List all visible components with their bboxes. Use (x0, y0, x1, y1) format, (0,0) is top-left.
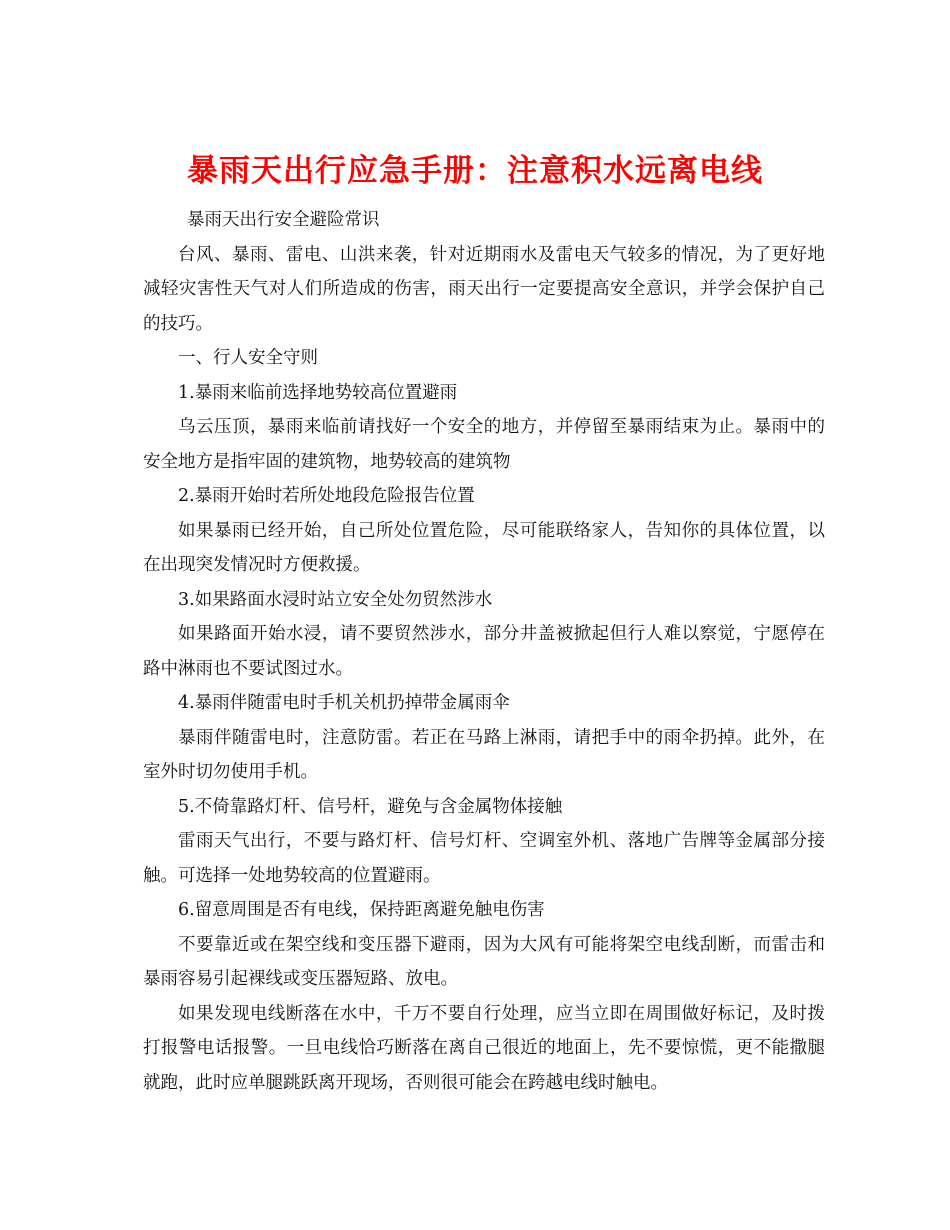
rule-text-5: 雷雨天气出行，不要与路灯杆、信号灯杆、空调室外机、落地广告牌等金属部分接触。可选择一处地势较高的位置避雨。 (143, 831, 825, 886)
document-title: 暴雨天出行应急手册：注意积水远离电线 (187, 152, 763, 189)
rule-text-2: 如果暴雨已经开始，自己所处位置危险，尽可能联络家人，告知你的具体位置，以在出现突发情况时方便救援。 (143, 520, 825, 575)
rule-heading-1: 1.暴雨来临前选择地势较高位置避雨 (178, 382, 458, 403)
rule-heading-3: 3.如果路面水浸时站立安全处勿贸然涉水 (178, 589, 493, 610)
intro-heading: 暴雨天出行安全避险常识 (187, 210, 380, 230)
rule-text-1: 乌云压顶，暴雨来临前请找好一个安全的地方，并停留至暴雨结束为止。暴雨中的安全地方是指牢固的建筑物，地势较高的建筑物 (143, 417, 825, 472)
rule-heading-2: 2.暴雨开始时若所处地段危险报告位置 (178, 486, 475, 506)
document-body (143, 203, 825, 1100)
rule-text-6: 不要靠近或在架空线和变压器下避雨，因为大风有可能将架空电线刮断，而雷击和暴雨容易引起裸线或变压器短路、放电。 (143, 934, 825, 989)
rule-text-3: 如果路面开始水浸，请不要贸然涉水，部分井盖被掀起但行人难以察觉，宁愿停在路中淋雨也不要试图过水。 (143, 624, 825, 679)
intro-paragraph: 台风、暴雨、雷电、山洪来袭，针对近期雨水及雷电天气较多的情况，为了更好地减轻灾害性天气对人们所造成的伤害，雨天出行一定要提高安全意识，并学会保护自己的技巧。 (143, 244, 825, 334)
rule-text-6-extra: 如果发现电线断落在水中，千万不要自行处理，应当立即在周围做好标记，及时拨打报警电话报警。一旦电线恰巧断落在离自己很近的地面上，先不要惊慌，更不能撒腿就跑，此时应单腿跳跃离开现场，否则很可能会在跨越电线时触电。 (143, 1003, 825, 1093)
rule-heading-6: 6.留意周围是否有电线，保持距离避免触电伤害 (178, 900, 545, 920)
section-heading: 一、行人安全守则 (178, 348, 318, 368)
rule-heading-4: 4.暴雨伴随雷电时手机关机扔掉带金属雨伞 (178, 693, 510, 713)
rule-text-4: 暴雨伴随雷电时，注意防雷。若正在马路上淋雨，请把手中的雨伞扔掉。此外，在室外时切勿使用手机。 (143, 727, 825, 782)
rule-heading-5: 5.不倚靠路灯杆、信号杆，避免与含金属物体接触 (178, 796, 563, 817)
